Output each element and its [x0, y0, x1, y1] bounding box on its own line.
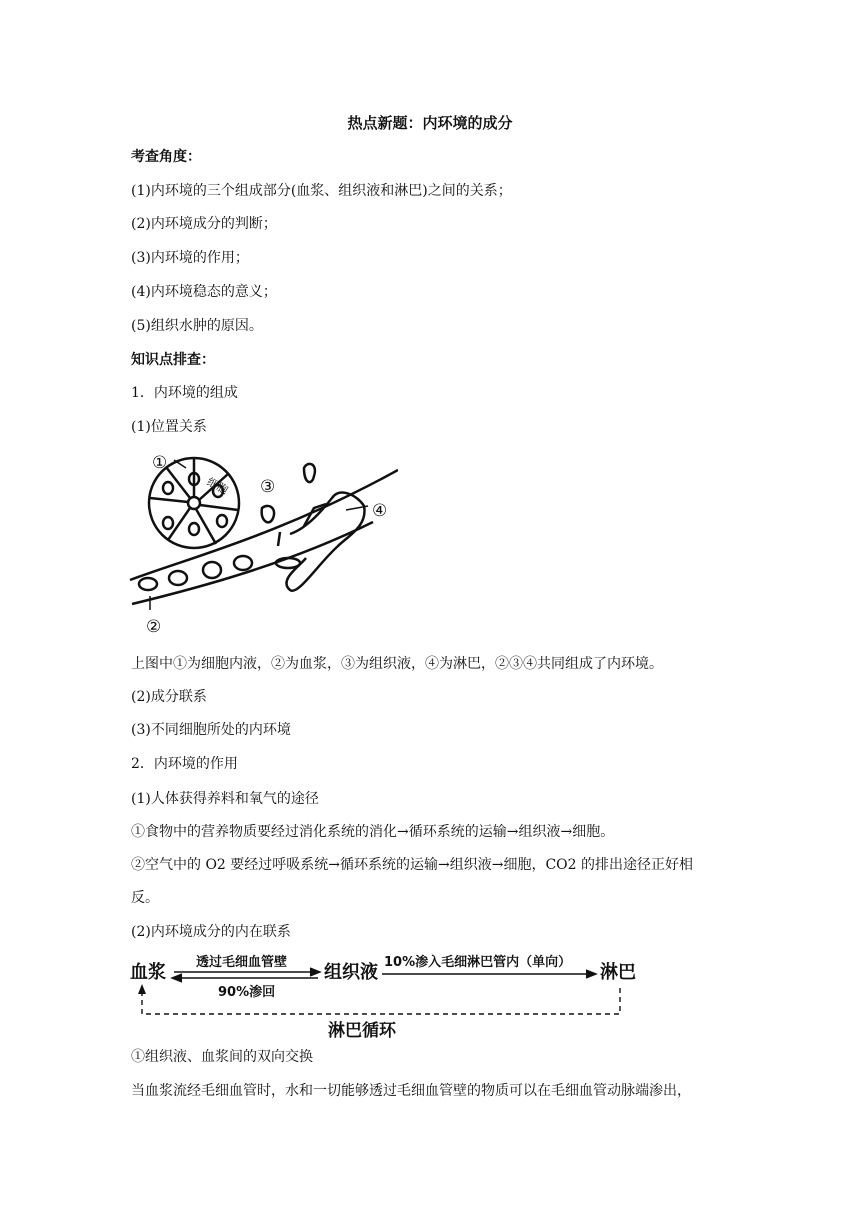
exam-item: (3)内环境的作用；	[131, 250, 249, 266]
label-plasma: ②	[146, 617, 162, 637]
cycle-label: 淋巴循环	[328, 1021, 396, 1040]
cell-label: 细胞	[204, 475, 231, 497]
paragraph: 反。	[131, 890, 159, 906]
arrow-lymph-label: 10%渗入毛细淋巴管内（单向）	[384, 955, 572, 970]
subsection-title: (2)成分联系	[131, 689, 207, 705]
tissue-fluid-label: 组织液	[324, 962, 378, 983]
exam-heading: 考查角度：	[131, 149, 201, 165]
plasma-label: 血浆	[130, 962, 166, 983]
lymph-label: 淋巴	[600, 962, 636, 983]
label-tissue-fluid: ③	[260, 477, 276, 497]
paragraph: ②空气中的 O2 要经过呼吸系统→循环系统的运输→组织液→细胞，CO2 的排出途径正好相	[131, 857, 694, 873]
paragraph: ①食物中的营养物质要经过消化系统的消化→循环系统的运输→组织液→细胞。	[131, 824, 615, 840]
section-title: 2．内环境的作用	[131, 756, 238, 772]
position-diagram	[128, 446, 398, 640]
exam-item: (4)内环境稳态的意义；	[131, 284, 277, 300]
subsection-title: (1)位置关系	[131, 419, 207, 435]
section-title: 1．内环境的组成	[131, 385, 238, 401]
exam-item: (2)内环境成分的判断；	[131, 216, 277, 232]
paragraph: ①组织液、血浆间的双向交换	[131, 1049, 313, 1065]
caption: 上图中①为细胞内液，②为血浆，③为组织液，④为淋巴，②③④共同组成了内环境。	[131, 656, 663, 672]
label-cell-fluid: ①	[152, 453, 168, 473]
arrow-top-label: 透过毛细血管壁	[196, 955, 288, 970]
subsection-title: (2)内环境成分的内在联系	[131, 924, 291, 940]
label-lymph: ④	[372, 501, 388, 521]
subsection-title: (1)人体获得养料和氧气的途径	[131, 791, 319, 807]
page-title: 热点新题：内环境的成分	[347, 114, 513, 132]
paragraph: 当血浆流经毛细血管时，水和一切能够透过毛细血管壁的物质可以在毛细血管动脉端渗出，	[131, 1083, 691, 1099]
exam-item: (5)组织水肿的原因。	[131, 318, 263, 334]
arrow-back-label: 90%渗回	[218, 985, 276, 1000]
exam-item: (1)内环境的三个组成部分(血浆、组织液和淋巴)之间的关系；	[131, 183, 512, 199]
subsection-title: (3)不同细胞所处的内环境	[131, 722, 291, 738]
knowledge-heading: 知识点排查：	[131, 352, 215, 368]
relation-diagram	[128, 948, 648, 1040]
